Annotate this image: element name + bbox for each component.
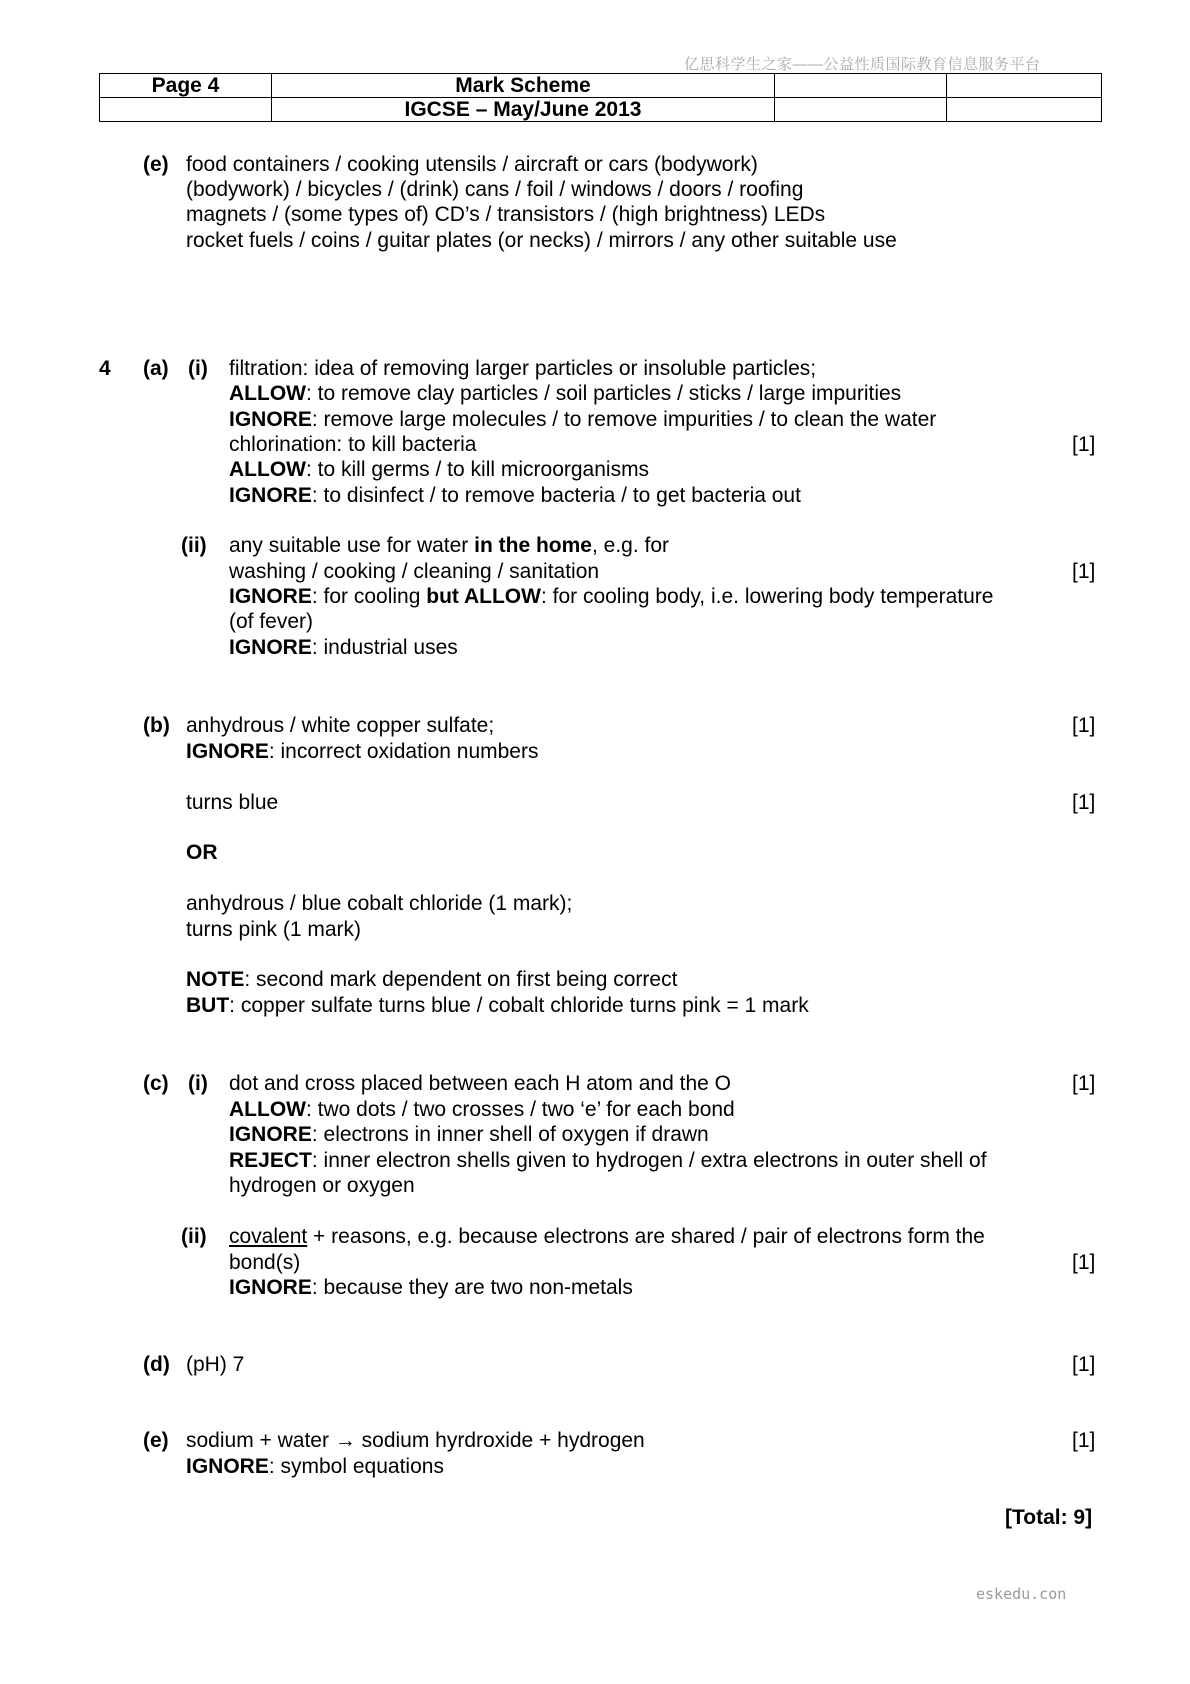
or-keyword: OR — [186, 841, 218, 864]
note-keyword: NOTE — [186, 968, 245, 991]
q4e-line-2-text: : symbol equations — [268, 1455, 444, 1478]
q3e-line-3: magnets / (some types of) CD’s / transistors / (high brightness) LEDs — [186, 203, 826, 226]
but-allow-keyword: but ALLOW — [426, 585, 541, 608]
ignore-keyword: IGNORE — [229, 1123, 312, 1146]
q4ai-line-2-text: : to remove clay particles / soil particles / sticks / large impurities — [305, 382, 902, 405]
q4b-line-2 — [186, 739, 538, 764]
covalent-term: covalent — [229, 1225, 308, 1248]
q4cii-line-2: bond(s) — [229, 1251, 301, 1274]
q4ai-line-5 — [229, 457, 649, 482]
mark: [1] — [1072, 1072, 1096, 1095]
q4aii-line-5-text: : industrial uses — [311, 636, 458, 659]
q4ci-label: (i) — [188, 1072, 208, 1095]
q4e-line-1: sodium + water → sodium hyrdroxide + hydrogen — [186, 1429, 645, 1452]
ignore-keyword: IGNORE — [229, 585, 312, 608]
q4e-label: (e) — [143, 1429, 169, 1452]
q4e-line-2 — [186, 1454, 444, 1479]
q3e-line-2: (bodywork) / bicycles / (drink) cans / foil / windows / doors / roofing — [186, 178, 804, 201]
header-empty-cell — [947, 98, 1102, 122]
ignore-keyword: IGNORE — [229, 484, 312, 507]
q4aii-label: (ii) — [181, 534, 207, 557]
header-empty-cell — [100, 98, 272, 122]
q4d-label: (d) — [143, 1353, 170, 1376]
mark: [1] — [1072, 1429, 1096, 1452]
ignore-keyword: IGNORE — [229, 408, 312, 431]
question-number: 4 — [99, 357, 111, 380]
q4ai-line-6 — [229, 483, 801, 508]
q4aii-line-4: (of fever) — [229, 610, 314, 633]
q4aii-line-2: washing / cooking / cleaning / sanitation — [229, 560, 600, 583]
q4cii-line-1-text: + reasons, e.g. because electrons are shared / pair of electrons form the — [307, 1225, 985, 1248]
page-number: Page 4 — [100, 74, 272, 98]
q4aii-line-1-a: any suitable use for water — [229, 534, 475, 557]
q4ci-line-2 — [229, 1097, 735, 1122]
q4d-line-1: (pH) 7 — [186, 1353, 245, 1376]
header-empty-cell — [775, 74, 947, 98]
q4ai-line-2 — [229, 381, 901, 406]
total-marks: [Total: 9] — [1005, 1506, 1093, 1529]
q4b-label: (b) — [143, 714, 170, 737]
q3e-line-4: rocket fuels / coins / guitar plates (or necks) / mirrors / any other suitable use — [186, 229, 897, 252]
allow-keyword: ALLOW — [229, 458, 306, 481]
q4ai-line-3 — [229, 407, 936, 432]
q4ci-line-4-text: : inner electron shells given to hydrogen / extra electrons in outer shell of — [311, 1149, 987, 1172]
q4ci-line-3 — [229, 1122, 709, 1147]
q4aii-line-5 — [229, 635, 458, 660]
watermark-bottom: eskedu.con — [976, 1585, 1067, 1603]
q4ai-label: (i) — [188, 357, 208, 380]
mark: [1] — [1072, 714, 1096, 737]
q4cii-line-1 — [229, 1224, 985, 1249]
q4ci-line-3-text: : electrons in inner shell of oxygen if drawn — [311, 1123, 709, 1146]
reject-keyword: REJECT — [229, 1149, 312, 1172]
q4cii-line-3-text: : because they are two non-metals — [311, 1276, 633, 1299]
q4b-line-4: anhydrous / blue cobalt chloride (1 mark); — [186, 892, 573, 915]
q4ci-line-5: hydrogen or oxygen — [229, 1174, 415, 1197]
q4aii-line-1 — [229, 533, 669, 558]
header-table — [99, 73, 1102, 122]
q4ci-line-1: dot and cross placed between each H atom and the O — [229, 1072, 731, 1095]
ignore-keyword: IGNORE — [229, 636, 312, 659]
q4b-line-3: turns blue — [186, 791, 279, 814]
q4ai-line-3-text: : remove large molecules / to remove impurities / to clean the water — [311, 408, 937, 431]
q4ci-line-2-text: : two dots / two crosses / two ‘e’ for each bond — [305, 1098, 735, 1121]
emphasis: in the home — [474, 534, 592, 557]
header-empty-cell — [947, 74, 1102, 98]
q4ai-line-5-text: : to kill germs / to kill microorganisms — [305, 458, 650, 481]
q4aii-line-1-c: , e.g. for — [591, 534, 670, 557]
q4b-line-7-text: : copper sulfate turns blue / cobalt chloride turns pink = 1 mark — [229, 994, 809, 1017]
q4ai-line-1: filtration: idea of removing larger particles or insoluble particles; — [229, 357, 817, 380]
ignore-keyword: IGNORE — [186, 740, 269, 763]
q3e-line-1: food containers / cooking utensils / aircraft or cars (bodywork) — [186, 153, 758, 176]
q4ci-line-4 — [229, 1148, 987, 1173]
q3e-label: (e) — [143, 153, 169, 176]
allow-keyword: ALLOW — [229, 382, 306, 405]
q4aii-line-3 — [229, 584, 993, 609]
allow-keyword: ALLOW — [229, 1098, 306, 1121]
mark: [1] — [1072, 1251, 1096, 1274]
watermark-top: 亿思科学生之家——公益性质国际教育信息服务平台 — [684, 56, 1041, 73]
q4cii-line-3 — [229, 1275, 633, 1300]
q4c-label: (c) — [143, 1072, 169, 1095]
ignore-keyword: IGNORE — [229, 1276, 312, 1299]
q4ai-line-4: chlorination: to kill bacteria — [229, 433, 477, 456]
q4b-line-1: anhydrous / white copper sulfate; — [186, 714, 495, 737]
q4aii-line-3-a: : for cooling — [311, 585, 427, 608]
mark: [1] — [1072, 433, 1096, 456]
ignore-keyword: IGNORE — [186, 1455, 269, 1478]
q4a-label: (a) — [143, 357, 169, 380]
mark: [1] — [1072, 1353, 1096, 1376]
header-subtitle: IGCSE – May/June 2013 — [272, 98, 775, 122]
mark: [1] — [1072, 791, 1096, 814]
q4b-line-7 — [186, 993, 809, 1018]
q4ai-line-6-text: : to disinfect / to remove bacteria / to get bacteria out — [311, 484, 801, 507]
but-keyword: BUT — [186, 994, 230, 1017]
q4b-line-6 — [186, 967, 677, 992]
header-empty-cell — [775, 98, 947, 122]
q4aii-line-3-c: : for cooling body, i.e. lowering body temperature — [540, 585, 994, 608]
mark: [1] — [1072, 560, 1096, 583]
q4b-line-6-text: : second mark dependent on first being correct — [244, 968, 678, 991]
q4b-line-5: turns pink (1 mark) — [186, 918, 362, 941]
q4b-line-2-text: : incorrect oxidation numbers — [268, 740, 539, 763]
header-title: Mark Scheme — [272, 74, 775, 98]
q4cii-label: (ii) — [181, 1225, 207, 1248]
